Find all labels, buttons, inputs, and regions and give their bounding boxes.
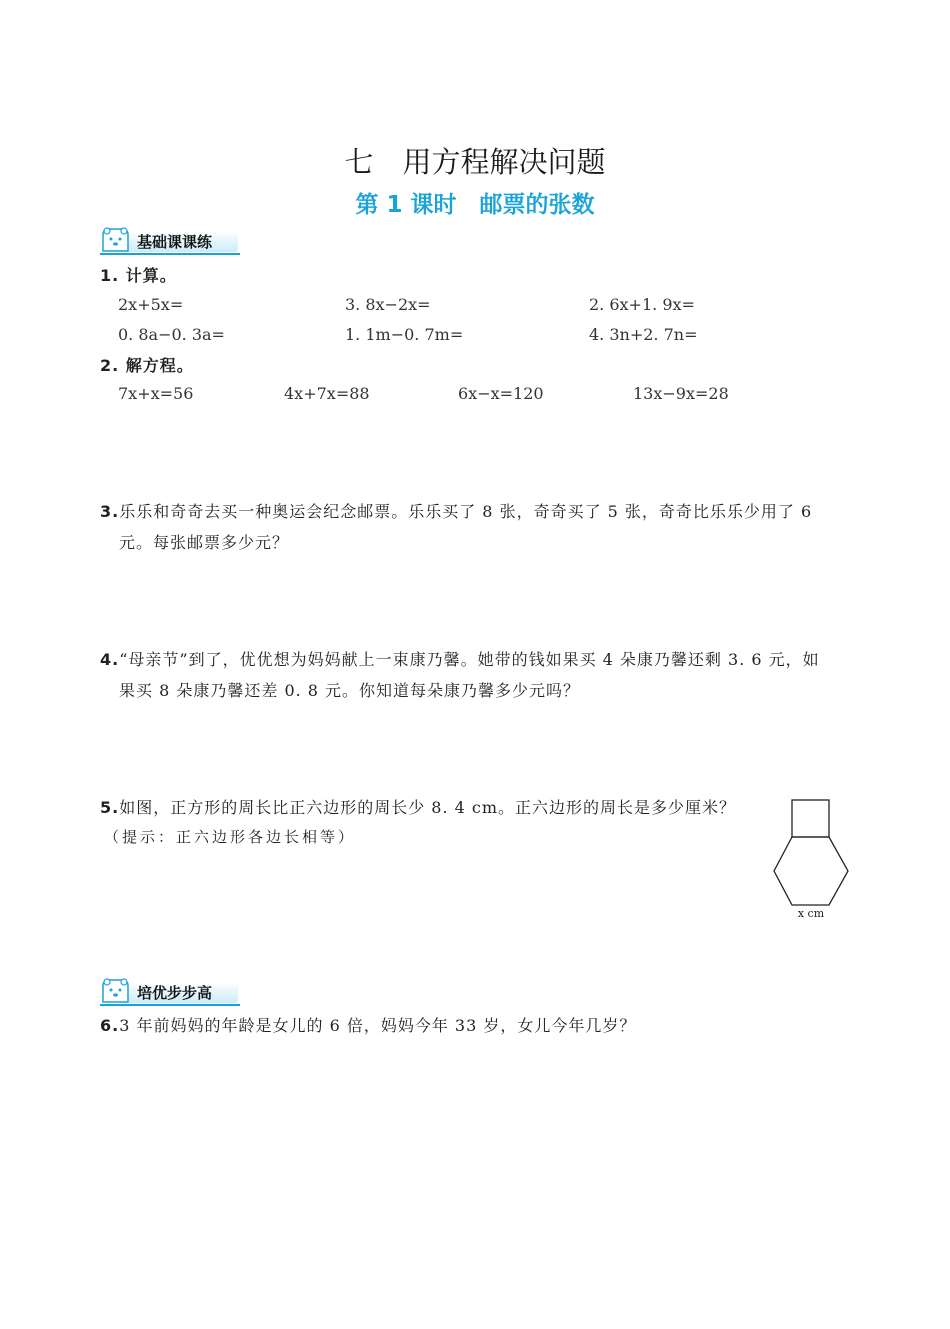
figure-side-label: x cm	[797, 907, 825, 920]
q1-expr-5: 1. 1m−0. 7m=	[345, 325, 464, 344]
section-badge-advanced	[100, 980, 240, 1006]
question-5	[100, 793, 736, 823]
question-1-label: 1. 计算。	[100, 266, 177, 285]
chapter-title: 七 用方程解决问题	[344, 145, 606, 179]
question-number: 3.	[100, 502, 120, 521]
square-hexagon-figure	[768, 796, 858, 922]
question-3-line-2: 元。每张邮票多少元？	[119, 533, 290, 552]
question-5-hint: （提示：正六边形各边长相等）	[104, 828, 357, 846]
q1-expr-2: 3. 8x−2x=	[345, 295, 431, 314]
q1-expr-6: 4. 3n+2. 7n=	[589, 325, 698, 344]
question-text: 3 年前妈妈的年龄是女儿的 6 倍，妈妈今年 33 岁，女儿今年几岁？	[119, 1016, 637, 1035]
section-label: 基础课课练	[137, 233, 213, 251]
question-text: “母亲节”到了，优优想为妈妈献上一束康乃馨。她带的钱如果买 4 朵康乃馨还剩 3. 6 元，如	[119, 650, 820, 669]
question-3	[100, 497, 812, 527]
bear-mascot-icon	[100, 978, 130, 1004]
question-6	[100, 1011, 636, 1041]
q1-expr-3: 2. 6x+1. 9x=	[589, 295, 695, 314]
lesson-title: 第 1 课时 邮票的张数	[355, 192, 595, 218]
question-4-line-2: 果买 8 朵康乃馨还差 0. 8 元。你知道每朵康乃馨多少元吗？	[119, 681, 581, 700]
question-number: 5.	[100, 798, 120, 817]
q2-equation-4: 13x−9x=28	[633, 384, 729, 403]
question-number: 4.	[100, 650, 120, 669]
question-2-label: 2. 解方程。	[100, 356, 194, 375]
question-text: 乐乐和奇奇去买一种奥运会纪念邮票。乐乐买了 8 张，奇奇买了 5 张，奇奇比乐乐少用了 6	[119, 502, 813, 521]
section-label: 培优步步高	[137, 984, 213, 1002]
bear-mascot-icon	[100, 227, 130, 253]
q2-equation-3: 6x−x=120	[458, 384, 544, 403]
q2-equation-1: 7x+x=56	[118, 384, 194, 403]
question-4	[100, 645, 820, 675]
q1-expr-1: 2x+5x=	[118, 295, 184, 314]
question-text: 如图，正方形的周长比正六边形的周长少 8. 4 cm。正六边形的周长是多少厘米？	[119, 798, 737, 817]
q1-expr-4: 0. 8a−0. 3a=	[118, 325, 225, 344]
question-number: 6.	[100, 1016, 120, 1035]
q2-equation-2: 4x+7x=88	[284, 384, 370, 403]
section-badge-basic	[100, 229, 240, 255]
